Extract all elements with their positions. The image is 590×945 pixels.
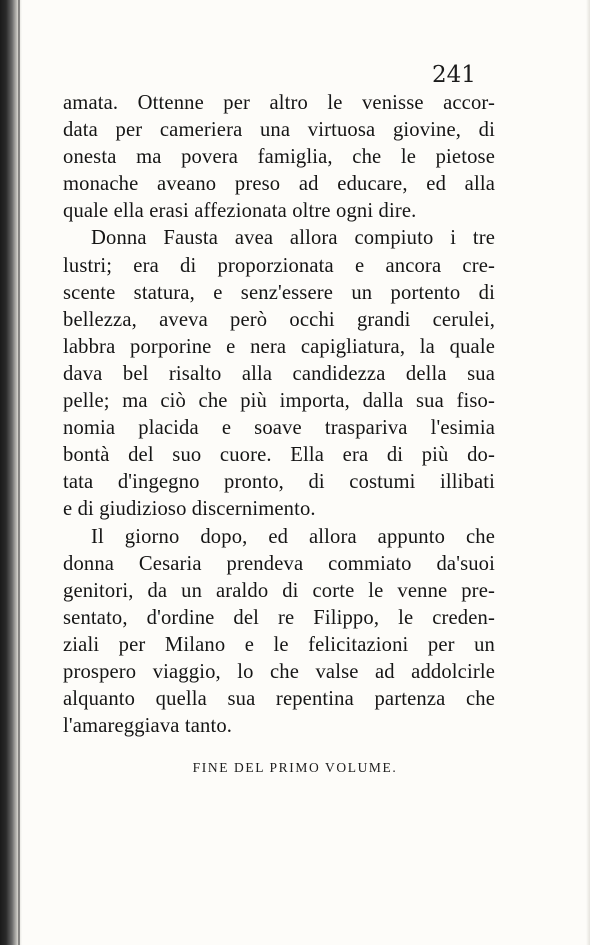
- text-line: scente statura, e senz'essere un portento di: [63, 281, 495, 304]
- gutter-line: [18, 0, 20, 945]
- text-line: alquanto quella sua repentina partenza che: [63, 688, 495, 711]
- text-line: bontà del suo cuore. Ella era di più do-: [63, 444, 495, 467]
- page-number: 241: [432, 62, 476, 88]
- text-line: donna Cesaria prendeva commiato da'suoi: [63, 552, 495, 575]
- paragraph-start-line: Il giorno dopo, ed allora appunto che: [91, 525, 495, 548]
- text-line: dava bel risalto alla candidezza della sua: [63, 362, 495, 385]
- text-line: lustri; era di proporzionata e ancora cre-: [63, 254, 495, 277]
- text-line: pelle; ma ciò che più importa, dalla sua fiso-: [63, 390, 495, 413]
- text-line: sentato, d'ordine del re Filippo, le creden-: [63, 606, 495, 629]
- text-line: ziali per Milano e le felicitazioni per un: [63, 633, 495, 656]
- text-line: onesta ma povera famiglia, che le pietose: [63, 146, 495, 169]
- text-line: nomia placida e soave traspariva l'esimia: [63, 417, 495, 440]
- paragraph-start-line: Donna Fausta avea allora compiuto i tre: [91, 227, 495, 250]
- text-line: monache aveano preso ad educare, ed alla: [63, 173, 495, 196]
- page-edge: [586, 0, 590, 945]
- text-line: genitori, da un araldo di corte le venne pre-: [63, 579, 495, 602]
- body-text: [63, 90, 495, 740]
- text-line: data per cameriera una virtuosa giovine, di: [63, 119, 495, 142]
- text-line: quale ella erasi affezionata oltre ogni dire.: [63, 200, 417, 223]
- text-line: prospero viaggio, lo che valse ad addolcirle: [63, 660, 495, 683]
- text-line: tata d'ingegno pronto, di costumi illibati: [63, 471, 495, 494]
- colophon: FINE DEL PRIMO VOLUME.: [192, 760, 398, 775]
- text-line: amata. Ottenne per altro le venisse accor-: [63, 92, 495, 114]
- text-line: bellezza, aveva però occhi grandi cerulei,: [63, 308, 495, 331]
- text-line: labbra porporine e nera capigliatura, la quale: [63, 335, 495, 358]
- text-line: l'amareggiava tanto.: [63, 715, 233, 738]
- text-line: e di giudizioso discernimento.: [63, 498, 316, 521]
